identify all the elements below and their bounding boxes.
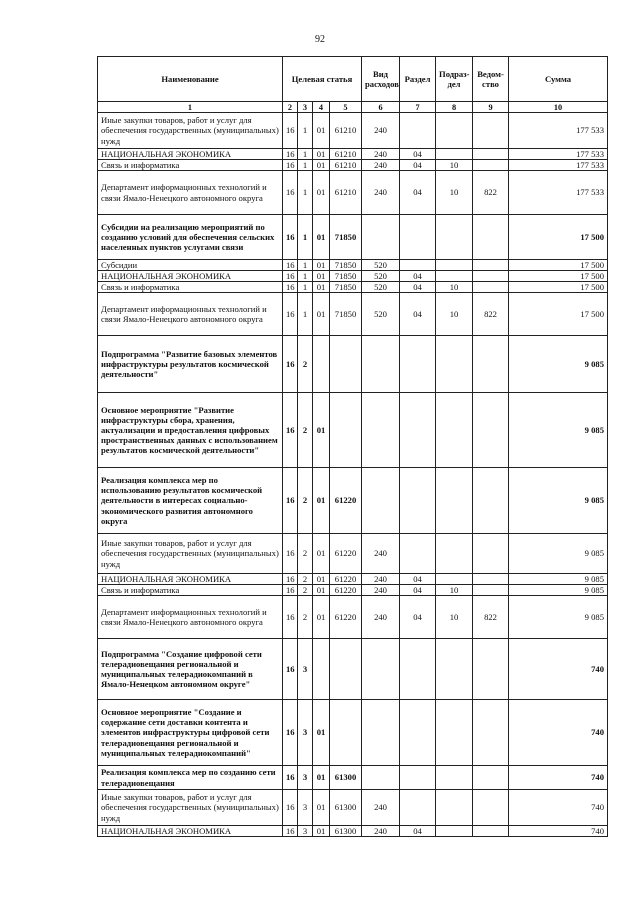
header-name: Наименование (98, 57, 283, 102)
row-name: НАЦИОНАЛЬНАЯ ЭКОНОМИКА (98, 271, 283, 282)
row-amount: 9 085 (509, 534, 608, 574)
table-row (98, 271, 608, 282)
row-program: 16 (283, 790, 298, 826)
row-expense-type: 240 (362, 534, 400, 574)
row-direction: 61220 (330, 596, 362, 639)
table-row (98, 215, 608, 260)
header-subsection: Подраз- дел (436, 57, 473, 102)
row-section (400, 468, 436, 534)
row-section (400, 766, 436, 790)
row-name: Подпрограмма "Развитие базовых элементов инфраструктуры результатов космической деятельности" (98, 336, 283, 393)
page-number: 92 (315, 34, 325, 45)
row-subsection (436, 149, 473, 160)
row-activity: 01 (313, 171, 330, 215)
row-direction: 61210 (330, 149, 362, 160)
row-subsection (436, 260, 473, 271)
row-section (400, 113, 436, 149)
row-section: 04 (400, 271, 436, 282)
row-department: 822 (473, 293, 509, 336)
row-department (473, 113, 509, 149)
row-activity: 01 (313, 468, 330, 534)
row-activity: 01 (313, 700, 330, 766)
row-expense-type (362, 468, 400, 534)
table-row (98, 293, 608, 336)
row-section (400, 639, 436, 700)
row-program: 16 (283, 700, 298, 766)
row-direction (330, 639, 362, 700)
row-expense-type (362, 766, 400, 790)
row-expense-type: 240 (362, 826, 400, 837)
row-subsection: 10 (436, 596, 473, 639)
row-program: 16 (283, 534, 298, 574)
row-direction: 61300 (330, 826, 362, 837)
row-direction (330, 700, 362, 766)
row-expense-type: 240 (362, 596, 400, 639)
column-number: 9 (473, 102, 509, 113)
row-direction (330, 393, 362, 468)
table-row (98, 149, 608, 160)
row-department (473, 585, 509, 596)
column-number: 3 (298, 102, 313, 113)
row-subprogram: 2 (298, 336, 313, 393)
row-activity: 01 (313, 826, 330, 837)
row-program: 16 (283, 766, 298, 790)
table-row (98, 393, 608, 468)
row-subsection: 10 (436, 282, 473, 293)
row-name: Департамент информационных технологий и связи Ямало-Ненецкого автономного округа (98, 171, 283, 215)
row-section (400, 790, 436, 826)
column-number: 4 (313, 102, 330, 113)
row-name: НАЦИОНАЛЬНАЯ ЭКОНОМИКА (98, 826, 283, 837)
row-section: 04 (400, 149, 436, 160)
row-activity (313, 639, 330, 700)
row-subprogram: 3 (298, 639, 313, 700)
row-amount: 17 500 (509, 260, 608, 271)
row-subprogram: 1 (298, 113, 313, 149)
row-amount: 17 500 (509, 293, 608, 336)
row-department (473, 639, 509, 700)
budget-table (97, 56, 608, 837)
row-amount: 9 085 (509, 585, 608, 596)
row-activity: 01 (313, 149, 330, 160)
row-program: 16 (283, 585, 298, 596)
row-program: 16 (283, 215, 298, 260)
table-row (98, 171, 608, 215)
row-subprogram: 2 (298, 585, 313, 596)
row-direction: 61220 (330, 585, 362, 596)
row-subsection (436, 534, 473, 574)
row-name: Департамент информационных технологий и связи Ямало-Ненецкого автономного округа (98, 596, 283, 639)
row-program: 16 (283, 826, 298, 837)
table-row (98, 336, 608, 393)
row-direction: 71850 (330, 215, 362, 260)
row-subsection (436, 393, 473, 468)
row-subprogram: 2 (298, 534, 313, 574)
row-direction: 61210 (330, 160, 362, 171)
row-department (473, 336, 509, 393)
row-subprogram: 1 (298, 271, 313, 282)
row-subsection (436, 639, 473, 700)
row-department (473, 790, 509, 826)
row-subprogram: 2 (298, 393, 313, 468)
row-subprogram: 1 (298, 215, 313, 260)
row-program: 16 (283, 160, 298, 171)
column-number: 8 (436, 102, 473, 113)
table-row (98, 468, 608, 534)
header-target: Целевая статья (283, 57, 362, 102)
row-direction: 61220 (330, 468, 362, 534)
row-activity: 01 (313, 574, 330, 585)
row-activity: 01 (313, 596, 330, 639)
table-row (98, 826, 608, 837)
row-amount: 9 085 (509, 336, 608, 393)
row-subsection (436, 790, 473, 826)
row-name: Связь и информатика (98, 585, 283, 596)
row-name: Подпрограмма "Создание цифровой сети телерадиовещания региональной и муниципальных телерадиокомпаний в Ямало-Ненецком автономном округе" (98, 639, 283, 700)
row-subsection (436, 826, 473, 837)
row-expense-type (362, 393, 400, 468)
row-amount: 17 500 (509, 282, 608, 293)
row-name: НАЦИОНАЛЬНАЯ ЭКОНОМИКА (98, 574, 283, 585)
row-section: 04 (400, 596, 436, 639)
row-subprogram: 1 (298, 160, 313, 171)
row-department (473, 393, 509, 468)
row-activity: 01 (313, 160, 330, 171)
row-activity: 01 (313, 260, 330, 271)
row-activity: 01 (313, 113, 330, 149)
row-department (473, 766, 509, 790)
row-amount: 17 500 (509, 271, 608, 282)
column-number: 10 (509, 102, 608, 113)
row-department (473, 271, 509, 282)
row-department (473, 260, 509, 271)
row-amount: 740 (509, 790, 608, 826)
row-name: Субсидии на реализацию мероприятий по созданию условий для обеспечения сельских населенных пунктов услугами связи (98, 215, 283, 260)
row-activity: 01 (313, 393, 330, 468)
row-department: 822 (473, 596, 509, 639)
column-number: 6 (362, 102, 400, 113)
row-section: 04 (400, 160, 436, 171)
row-direction: 61300 (330, 790, 362, 826)
row-section (400, 336, 436, 393)
row-subprogram: 1 (298, 293, 313, 336)
column-number-row (98, 102, 608, 113)
row-activity: 01 (313, 585, 330, 596)
row-subsection (436, 468, 473, 534)
row-department (473, 574, 509, 585)
header-amount: Сумма (509, 57, 608, 102)
row-amount: 9 085 (509, 468, 608, 534)
row-name: Департамент информационных технологий и связи Ямало-Ненецкого автономного округа (98, 293, 283, 336)
row-direction: 71850 (330, 271, 362, 282)
row-subprogram: 2 (298, 596, 313, 639)
row-expense-type: 240 (362, 160, 400, 171)
row-expense-type: 520 (362, 293, 400, 336)
row-section (400, 215, 436, 260)
row-activity: 01 (313, 790, 330, 826)
row-program: 16 (283, 149, 298, 160)
row-activity: 01 (313, 282, 330, 293)
table-row (98, 766, 608, 790)
row-expense-type: 240 (362, 171, 400, 215)
row-expense-type: 240 (362, 585, 400, 596)
row-department (473, 826, 509, 837)
row-subprogram: 3 (298, 766, 313, 790)
row-department (473, 534, 509, 574)
row-section: 04 (400, 574, 436, 585)
row-subprogram: 3 (298, 700, 313, 766)
row-amount: 177 533 (509, 160, 608, 171)
row-section (400, 260, 436, 271)
table-row (98, 282, 608, 293)
row-subprogram: 2 (298, 468, 313, 534)
column-number: 2 (283, 102, 298, 113)
row-subprogram: 2 (298, 574, 313, 585)
row-department: 822 (473, 171, 509, 215)
row-amount: 177 533 (509, 171, 608, 215)
table-row (98, 596, 608, 639)
row-program: 16 (283, 271, 298, 282)
row-direction: 71850 (330, 260, 362, 271)
table-row (98, 639, 608, 700)
row-name: Связь и информатика (98, 282, 283, 293)
row-program: 16 (283, 113, 298, 149)
header-section: Раздел (400, 57, 436, 102)
row-subsection (436, 574, 473, 585)
row-subprogram: 3 (298, 826, 313, 837)
row-section: 04 (400, 171, 436, 215)
row-subsection (436, 215, 473, 260)
row-name: Реализация комплекса мер по созданию сети телерадиовещания (98, 766, 283, 790)
row-program: 16 (283, 393, 298, 468)
row-expense-type (362, 215, 400, 260)
row-direction: 61300 (330, 766, 362, 790)
table-row (98, 260, 608, 271)
table-row (98, 700, 608, 766)
header-department: Ведом- ство (473, 57, 509, 102)
row-amount: 17 500 (509, 215, 608, 260)
table-row (98, 790, 608, 826)
row-section (400, 534, 436, 574)
row-subsection: 10 (436, 171, 473, 215)
row-subsection (436, 271, 473, 282)
row-department (473, 468, 509, 534)
column-number: 1 (98, 102, 283, 113)
row-subprogram: 1 (298, 282, 313, 293)
table-row (98, 160, 608, 171)
row-expense-type: 240 (362, 113, 400, 149)
column-number: 7 (400, 102, 436, 113)
row-department (473, 700, 509, 766)
row-department (473, 215, 509, 260)
row-direction: 61220 (330, 534, 362, 574)
row-subsection: 10 (436, 160, 473, 171)
row-subsection: 10 (436, 585, 473, 596)
row-activity: 01 (313, 271, 330, 282)
row-direction (330, 336, 362, 393)
row-amount: 740 (509, 766, 608, 790)
row-program: 16 (283, 336, 298, 393)
row-subprogram: 1 (298, 149, 313, 160)
row-expense-type: 240 (362, 790, 400, 826)
row-expense-type (362, 700, 400, 766)
row-amount: 177 533 (509, 113, 608, 149)
row-program: 16 (283, 468, 298, 534)
column-number: 5 (330, 102, 362, 113)
row-activity: 01 (313, 766, 330, 790)
row-expense-type: 520 (362, 282, 400, 293)
row-subsection (436, 766, 473, 790)
row-activity (313, 336, 330, 393)
row-amount: 9 085 (509, 393, 608, 468)
row-direction: 61220 (330, 574, 362, 585)
row-name: Связь и информатика (98, 160, 283, 171)
row-subsection (436, 700, 473, 766)
row-amount: 9 085 (509, 596, 608, 639)
row-expense-type (362, 336, 400, 393)
table-row (98, 534, 608, 574)
row-program: 16 (283, 171, 298, 215)
row-subsection (436, 113, 473, 149)
row-department (473, 282, 509, 293)
row-program: 16 (283, 639, 298, 700)
row-name: Иные закупки товаров, работ и услуг для обеспечения государственных (муниципальных) нужд (98, 790, 283, 826)
row-direction: 61210 (330, 113, 362, 149)
table-row (98, 585, 608, 596)
row-expense-type: 520 (362, 271, 400, 282)
row-program: 16 (283, 260, 298, 271)
header-row (98, 57, 608, 102)
row-expense-type (362, 639, 400, 700)
row-subprogram: 1 (298, 171, 313, 215)
row-name: Реализация комплекса мер по использованию результатов космической деятельности в интересах социально-экономического развития автономного округа (98, 468, 283, 534)
row-name: Иные закупки товаров, работ и услуг для обеспечения государственных (муниципальных) нужд (98, 113, 283, 149)
header-expense-type: Вид расходов (362, 57, 400, 102)
row-amount: 177 533 (509, 149, 608, 160)
row-program: 16 (283, 596, 298, 639)
row-subsection: 10 (436, 293, 473, 336)
table-row (98, 574, 608, 585)
row-name: Субсидии (98, 260, 283, 271)
row-subprogram: 3 (298, 790, 313, 826)
row-direction: 71850 (330, 293, 362, 336)
row-program: 16 (283, 574, 298, 585)
row-section (400, 393, 436, 468)
row-amount: 740 (509, 639, 608, 700)
row-section: 04 (400, 282, 436, 293)
row-department (473, 160, 509, 171)
row-expense-type: 240 (362, 149, 400, 160)
row-department (473, 149, 509, 160)
row-activity: 01 (313, 215, 330, 260)
row-expense-type: 240 (362, 574, 400, 585)
row-program: 16 (283, 293, 298, 336)
row-section: 04 (400, 826, 436, 837)
row-name: НАЦИОНАЛЬНАЯ ЭКОНОМИКА (98, 149, 283, 160)
row-subprogram: 1 (298, 260, 313, 271)
row-direction: 61210 (330, 171, 362, 215)
row-amount: 740 (509, 700, 608, 766)
row-subsection (436, 336, 473, 393)
row-section: 04 (400, 293, 436, 336)
row-section: 04 (400, 585, 436, 596)
row-program: 16 (283, 282, 298, 293)
row-activity: 01 (313, 534, 330, 574)
row-name: Иные закупки товаров, работ и услуг для обеспечения государственных (муниципальных) нужд (98, 534, 283, 574)
row-expense-type: 520 (362, 260, 400, 271)
row-amount: 9 085 (509, 574, 608, 585)
row-amount: 740 (509, 826, 608, 837)
table-row (98, 113, 608, 149)
row-name: Основное мероприятие "Развитие инфраструктуры сбора, хранения, актуализации и предоставления цифровых пространственных данных с использованием результатов космической деятельности" (98, 393, 283, 468)
row-activity: 01 (313, 293, 330, 336)
row-name: Основное мероприятие "Создание и содержание сети доставки контента и элементов инфраструктуры цифровой сети телерадиовещания региональной и муниципальных телерадиокомпаний" (98, 700, 283, 766)
row-direction: 71850 (330, 282, 362, 293)
row-section (400, 700, 436, 766)
